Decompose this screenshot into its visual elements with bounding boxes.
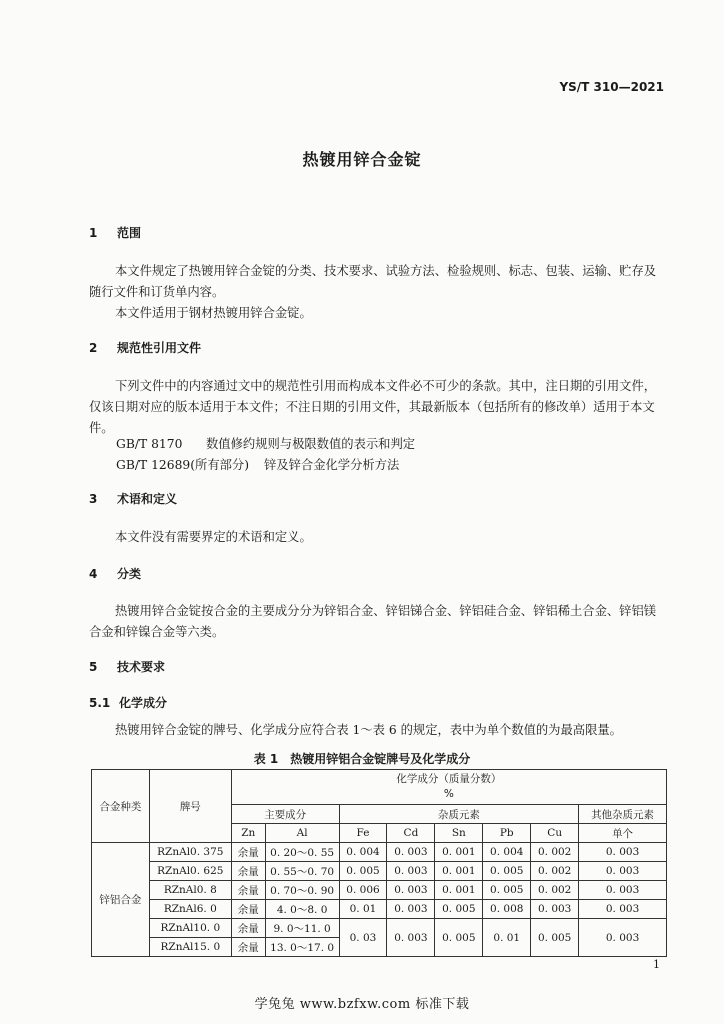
cell-pb: 0. 005 [483, 862, 531, 881]
section-title: 技术要求 [117, 660, 166, 674]
composition-label: 化学成分（质量分数） [396, 773, 502, 785]
cell-al: 0. 70～0. 90 [265, 881, 339, 900]
cell-sn: 0. 001 [435, 843, 483, 862]
cell-grade: RZnAl0. 625 [149, 862, 231, 881]
section-3-heading [89, 490, 177, 507]
watermark-footer[interactable]: 学兔兔 www.bzfxw.com 标准下载 [254, 997, 470, 1012]
section-title: 范围 [117, 226, 142, 240]
cell-cd: 0. 003 [387, 843, 435, 862]
cell-fe: 0. 005 [339, 862, 387, 881]
cell-al: 0. 55～0. 70 [265, 862, 339, 881]
cell-zn: 余量 [231, 900, 265, 919]
section-1-paragraph-2: 本文件适用于钢材热镀用锌合金锭。 [115, 306, 312, 320]
cell-single: 0. 003 [579, 862, 667, 881]
reference-code: GB/T 12689(所有部分) [116, 458, 250, 472]
cell-sn: 0. 005 [435, 900, 483, 919]
section-4-paragraph-1: 热镀用锌合金锭按合金的主要成分分为锌铝合金、锌铝锑合金、锌铝硅合金、锌铝稀土合金、锌铝镁合金和锌镍合金等六类。 [89, 604, 657, 639]
cell-cu: 0. 002 [531, 881, 579, 900]
section-number: 1 [89, 226, 98, 240]
reference-code: GB/T 8170 [116, 437, 183, 451]
cell-cd: 0. 003 [387, 919, 435, 957]
section-5-1-heading [89, 694, 167, 711]
header-impurity: 杂质元素 [339, 805, 579, 824]
cell-pb: 0. 004 [483, 843, 531, 862]
header-cu: Cu [531, 824, 579, 843]
cell-zn: 余量 [231, 881, 265, 900]
header-grade: 牌号 [149, 770, 231, 843]
document-title: 热镀用锌合金锭 [302, 150, 422, 169]
reference-name: 数值修约规则与极限数值的表示和判定 [206, 437, 416, 451]
cell-cu: 0. 005 [531, 919, 579, 957]
cell-single: 0. 003 [579, 900, 667, 919]
section-title: 分类 [117, 567, 142, 581]
reference-name: 锌及锌合金化学分析方法 [264, 458, 400, 472]
section-2-heading [89, 339, 201, 356]
table-row [92, 900, 667, 919]
cell-pb: 0. 008 [483, 900, 531, 919]
cell-single: 0. 003 [579, 843, 667, 862]
header-sn: Sn [435, 824, 483, 843]
section-4-heading [89, 565, 141, 582]
table-row [92, 881, 667, 900]
table-caption: 表 1 热镀用锌铝合金锭牌号及化学成分 [253, 752, 471, 766]
cell-fe: 0. 006 [339, 881, 387, 900]
cell-zn: 余量 [231, 919, 265, 938]
header-zn: Zn [231, 824, 265, 843]
section-1-paragraph-1: 本文件规定了热镀用锌合金锭的分类、技术要求、试验方法、检验规则、标志、包装、运输、贮存及随行文件和订货单内容。 [89, 264, 657, 299]
alloy-group: 锌铝合金 [92, 843, 150, 957]
table-row [92, 919, 667, 938]
cell-cu: 0. 002 [531, 843, 579, 862]
section-number: 4 [89, 567, 98, 581]
cell-fe: 0. 004 [339, 843, 387, 862]
table-row [92, 843, 667, 862]
section-number: 5.1 [89, 696, 111, 710]
header-al: Al [265, 824, 339, 843]
reference-item [116, 455, 399, 473]
cell-cu: 0. 003 [531, 900, 579, 919]
section-title: 术语和定义 [117, 492, 178, 506]
cell-al: 13. 0～17. 0 [265, 938, 339, 957]
section-5-1-paragraph-1: 热镀用锌合金锭的牌号、化学成分应符合表 1～表 6 的规定，表中为单个数值的为最高限量。 [115, 723, 622, 737]
header-composition [231, 770, 666, 805]
cell-fe: 0. 01 [339, 900, 387, 919]
cell-fe: 0. 03 [339, 919, 387, 957]
header-other: 其他杂质元素 [579, 805, 667, 824]
cell-grade: RZnAl6. 0 [149, 900, 231, 919]
cell-sn: 0. 005 [435, 919, 483, 957]
cell-cu: 0. 002 [531, 862, 579, 881]
cell-grade: RZnAl0. 375 [149, 843, 231, 862]
section-title: 化学成分 [119, 696, 168, 710]
cell-pb: 0. 01 [483, 919, 531, 957]
cell-sn: 0. 001 [435, 881, 483, 900]
cell-cd: 0. 003 [387, 881, 435, 900]
cell-grade: RZnAl15. 0 [149, 938, 231, 957]
section-5-heading [89, 658, 165, 675]
header-main: 主要成分 [231, 805, 339, 824]
cell-al: 0. 20～0. 55 [265, 843, 339, 862]
header-pb: Pb [483, 824, 531, 843]
section-2-paragraph-1: 下列文件中的内容通过文中的规范性引用而构成本文件必不可少的条款。其中，注日期的引用文件，仅该日期对应的版本适用于本文件；不注日期的引用文件，其最新版本（包括所有的修改单）适用于本文件。 [89, 379, 657, 435]
section-number: 3 [89, 492, 98, 506]
cell-al: 9. 0～11. 0 [265, 919, 339, 938]
cell-sn: 0. 001 [435, 862, 483, 881]
section-3-paragraph-1: 本文件没有需要界定的术语和定义。 [115, 530, 312, 544]
composition-unit: % [443, 788, 454, 800]
section-number: 2 [89, 341, 98, 355]
reference-item [116, 434, 415, 452]
cell-cd: 0. 003 [387, 900, 435, 919]
cell-zn: 余量 [231, 938, 265, 957]
section-1-heading [89, 224, 141, 241]
table-header-row [92, 770, 667, 805]
composition-table [91, 769, 667, 957]
header-alloy-type: 合金种类 [92, 770, 150, 843]
cell-grade: RZnAl0. 8 [149, 881, 231, 900]
cell-zn: 余量 [231, 843, 265, 862]
section-number: 5 [89, 660, 98, 674]
cell-al: 4. 0～8. 0 [265, 900, 339, 919]
cell-zn: 余量 [231, 862, 265, 881]
cell-cd: 0. 003 [387, 862, 435, 881]
cell-single: 0. 003 [579, 919, 667, 957]
header-cd: Cd [387, 824, 435, 843]
standard-code: YS/T 310—2021 [559, 80, 664, 94]
header-fe: Fe [339, 824, 387, 843]
table-row [92, 862, 667, 881]
cell-single: 0. 003 [579, 881, 667, 900]
cell-grade: RZnAl10. 0 [149, 919, 231, 938]
section-title: 规范性引用文件 [117, 341, 202, 355]
header-single: 单个 [579, 824, 667, 843]
cell-pb: 0. 005 [483, 881, 531, 900]
page-number: 1 [653, 958, 660, 971]
